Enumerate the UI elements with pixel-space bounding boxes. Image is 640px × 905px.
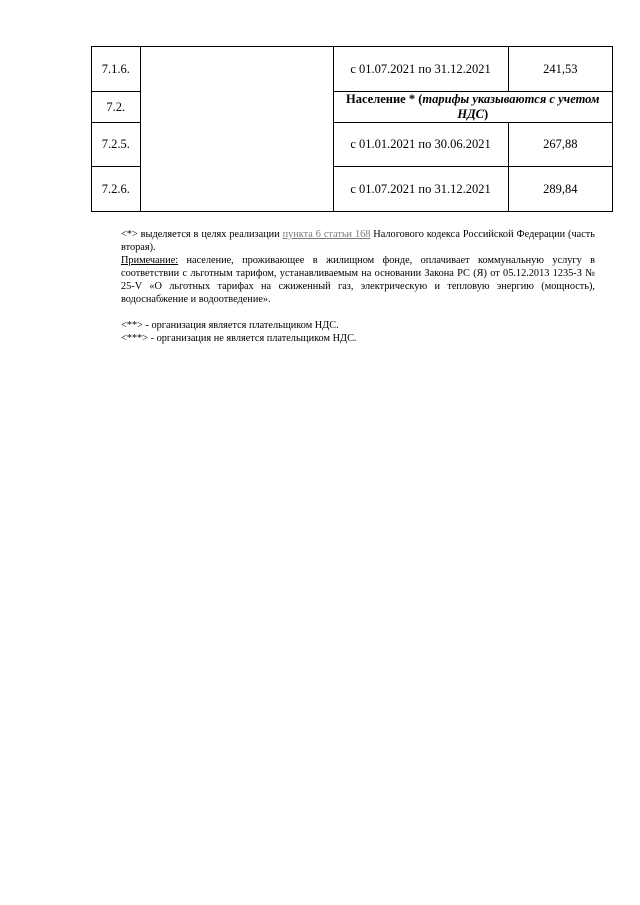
population-header-bold: Население * ( bbox=[346, 92, 423, 106]
row-number: 7.2.6. bbox=[92, 167, 141, 212]
table-row bbox=[92, 47, 613, 92]
spacer bbox=[121, 306, 595, 319]
row-number: 7.2. bbox=[92, 92, 141, 123]
footnotes bbox=[121, 228, 595, 345]
footnote-star1-suffix: Налогового кодекса Российской Федерации (часть вторая). bbox=[121, 229, 595, 253]
row-number: 7.2.5. bbox=[92, 123, 141, 167]
footnote-star3: <***> - организация не является плательщиком НДС. bbox=[121, 333, 357, 344]
row-value: 241,53 bbox=[508, 47, 612, 92]
tariff-table bbox=[91, 46, 613, 212]
row-period: с 01.01.2021 по 30.06.2021 bbox=[333, 123, 508, 167]
remark-label: Примечание: bbox=[121, 255, 179, 266]
row-value: 289,84 bbox=[508, 167, 612, 212]
footnote-star1-text: <*> выделяется в целях реализации bbox=[121, 229, 283, 240]
remark bbox=[121, 254, 595, 306]
footnote-star1 bbox=[121, 228, 595, 254]
population-header-italic: тарифы указываются с учетом НДС bbox=[422, 92, 600, 121]
row-value: 267,88 bbox=[508, 123, 612, 167]
row-period: с 01.07.2021 по 31.12.2021 bbox=[333, 47, 508, 92]
population-header-close: ) bbox=[483, 107, 489, 121]
footnote-star2: <**> - организация является плательщиком НДС. bbox=[121, 320, 339, 331]
row-period: с 01.07.2021 по 31.12.2021 bbox=[333, 167, 508, 212]
remark-text: население, проживающее в жилищном фонде, оплачивает коммунальную услугу в соответствии с льготным тарифом, устанавливаемым на основании Закона РС (Я) от 05.12.2013 1235-З № 25-V «О льготных тарифах на сжиженный газ, электрическую и тепловую энергию (мощность), водоснабжение и водоотведение». bbox=[121, 255, 595, 305]
blank-cell bbox=[140, 47, 333, 212]
tax-code-link[interactable]: пункта 6 статьи 168 bbox=[282, 229, 371, 240]
row-number: 7.1.6. bbox=[92, 47, 141, 92]
population-header bbox=[333, 92, 613, 123]
